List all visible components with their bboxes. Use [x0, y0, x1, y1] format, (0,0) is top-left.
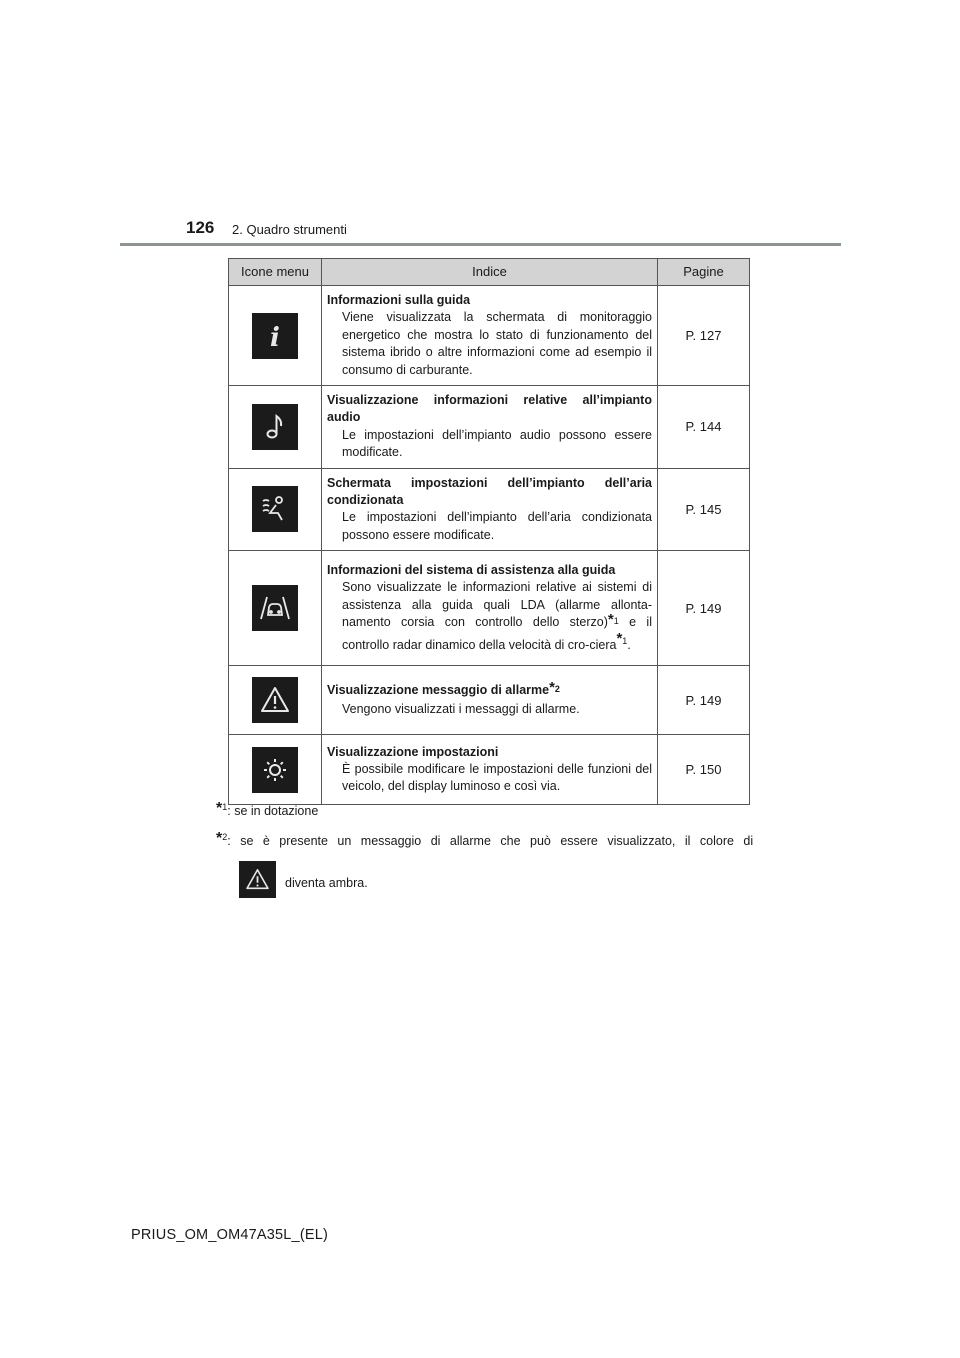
column-header-pages: Pagine — [658, 259, 750, 286]
table-row — [229, 286, 750, 386]
music-note-icon — [252, 404, 298, 450]
row-description: Sono visualizzate le informazioni relative ai sistemi di assistenza alla guida quali LDA (allarme allonta-namento corsia con controllo dello sterzo)$^{*1}$ e il controllo radar dinamico della velocità di cro-ciera*$^1$. — [342, 580, 652, 653]
row-title: Visualizzazione impostazioni — [327, 744, 499, 759]
table-row — [229, 468, 750, 551]
page-reference: P. 145 — [658, 468, 750, 551]
table-row — [229, 735, 750, 805]
row-title: Visualizzazione informazioni relative all’impianto audio — [327, 393, 652, 425]
row-description: È possibile modificare le impostazioni delle funzioni del veicolo, del display luminoso e così via. — [342, 762, 652, 794]
section-title: 2. Quadro strumenti — [232, 222, 347, 237]
column-header-index: Indice — [322, 259, 658, 286]
document-code: PRIUS_OM_OM47A35L_(EL) — [131, 1227, 329, 1243]
row-description: Le impostazioni dell’impianto audio possono essere modificate. — [342, 427, 652, 460]
driving-assist-icon — [252, 585, 298, 631]
row-title: Visualizzazione messaggio di allarme$^{*2}$ — [327, 678, 560, 697]
menu-icons-table — [228, 258, 750, 805]
row-title: Schermata impostazioni dell’impianto dell’aria condizionata — [327, 475, 652, 508]
table-row — [229, 551, 750, 666]
column-header-icons: Icone menu — [229, 259, 322, 286]
svg-text:i: i — [270, 322, 280, 353]
page-reference: P. 150 — [658, 735, 750, 805]
info-icon — [252, 313, 298, 359]
page-number: 126 — [186, 218, 215, 237]
page-reference: P. 149 — [658, 551, 750, 666]
footnote-2-continuation: diventa ambra. — [285, 876, 368, 890]
page-reference: P. 144 — [658, 386, 750, 469]
air-conditioning-icon — [252, 486, 298, 532]
row-description: Le impostazioni dell’impianto dell’aria condizionata possono essere modificate. — [342, 510, 652, 542]
header-divider — [120, 243, 841, 246]
warning-triangle-icon — [252, 677, 298, 723]
warning-triangle-icon — [239, 861, 276, 898]
footnote-2: *$^2$: se è presente un messaggio di allarme che può essere visualizzato, il colore di — [216, 830, 754, 848]
row-title: Informazioni sulla guida — [327, 293, 471, 307]
table-row — [229, 666, 750, 735]
row-description: Vengono visualizzati i messaggi di allarme. — [342, 702, 580, 717]
footnote-1: *$^1$: se in dotazione — [216, 800, 319, 818]
row-description: Viene visualizzata la schermata di monitoraggio energetico che mostra lo stato di funzionamento del sistema ibrido o altre informazioni come ad esempio il consumo di carburante. — [342, 310, 652, 377]
page-reference: P. 149 — [658, 666, 750, 735]
page-reference: P. 127 — [658, 286, 750, 386]
table-header-row — [229, 259, 750, 286]
row-title: Informazioni del sistema di assistenza alla guida — [327, 562, 616, 577]
table-row — [229, 386, 750, 469]
settings-gear-icon — [252, 747, 298, 793]
